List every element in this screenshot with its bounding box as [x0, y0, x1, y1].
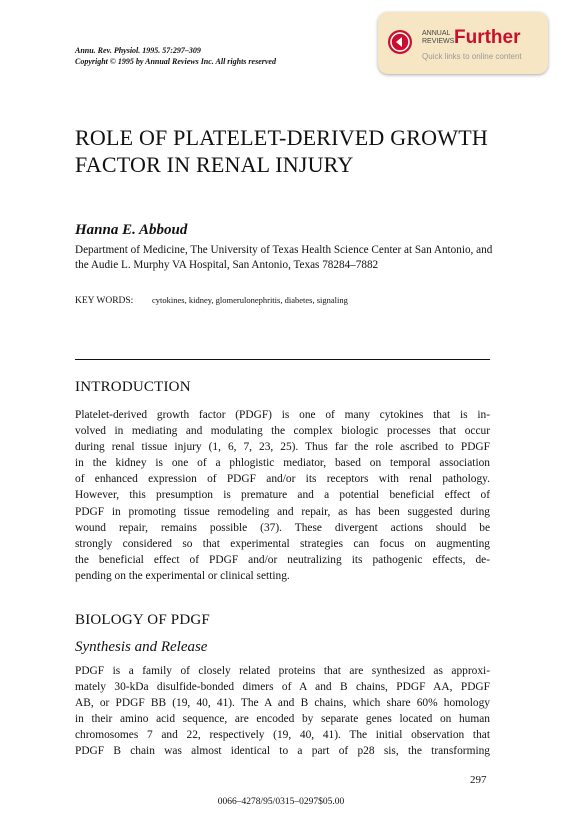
- synthesis-paragraph: [75, 663, 490, 760]
- author-affiliation: Department of Medicine, The University of Texas Health Science Center at San Antonio, and the Audie L. Murphy VA Hospital, San Antonio, Texas 78284–7882: [75, 244, 493, 271]
- text-line: pending on the experimental or clinical setting.: [75, 569, 290, 582]
- journal-citation: Annu. Rev. Physiol. 1995. 57:297–309: [75, 46, 201, 55]
- text-line: PDGF in promoting tissue remodeling and repair, as has been suggested during: [75, 505, 490, 518]
- text-line: in the kidney is one of a phlogistic mediator, based on temporal association: [75, 457, 490, 470]
- badge-further-label: Further: [454, 27, 521, 48]
- text-line: chromosomes 7 and 22, respectively (19, 40, 41). The initial observation that: [75, 729, 490, 742]
- badge-subtitle: Quick links to online content: [422, 52, 522, 61]
- text-line: of enhanced expression of PDGF and/or its receptors with renal pathology.: [75, 473, 490, 486]
- footer-code: 0066–4278/95/0315–0297$05.00: [217, 797, 345, 807]
- arrow-left-icon: [388, 30, 412, 54]
- page-number: 297: [470, 774, 487, 786]
- text-line: wound repair, remains possible (37). These divergent actions should be: [75, 521, 490, 534]
- keywords-row: [75, 295, 348, 306]
- journal-meta: [75, 45, 276, 67]
- text-line: mately 30-kDa disulfide-bonded dimers of A and B chains, PDGF AA, PDGF: [75, 681, 490, 694]
- text-line: PDGF B chain was almost identical to a part of p28 sis, the transforming: [75, 745, 490, 758]
- annual-reviews-further-badge[interactable]: [378, 12, 548, 74]
- text-line: Platelet-derived growth factor (PDGF) is one of many cytokines that is in-: [75, 409, 490, 421]
- section-divider: [75, 359, 490, 360]
- keywords-label: KEY WORDS:: [75, 296, 134, 306]
- introduction-heading: INTRODUCTION: [75, 379, 191, 395]
- keywords-list: cytokines, kidney, glomerulonephritis, diabetes, signaling: [152, 295, 348, 305]
- text-line: PDGF is a family of closely related proteins that are synthesized as approxi-: [75, 665, 490, 677]
- text-line: in their amino acid sequence, are encoded by separate genes located on human: [75, 713, 490, 726]
- text-line: AB, or PDGF BB (19, 40, 41). The A and B chains, which share 60% homology: [75, 697, 490, 710]
- text-line: volved in mediating and modulating the complex biologic processes that occur: [75, 425, 490, 438]
- copyright-notice: Copyright © 1995 by Annual Reviews Inc. All rights reserved: [75, 57, 276, 66]
- badge-reviews-label: REVIEWS: [422, 38, 455, 45]
- badge-brand: [422, 30, 454, 46]
- badge-annual-label: ANNUAL: [422, 30, 451, 37]
- text-line: However, this presumption is premature and a potential beneficial effect of: [75, 489, 490, 502]
- text-line: during renal tissue injury (1, 6, 7, 23, 25). Thus far the role ascribed to PDGF: [75, 441, 490, 454]
- biology-heading: BIOLOGY OF PDGF: [75, 612, 210, 628]
- synthesis-subheading: Synthesis and Release: [75, 639, 208, 655]
- text-line: the beneficial effect of PDGF and/or neutralizing its pathogenic effects, de-: [75, 553, 490, 566]
- introduction-paragraph: [75, 407, 490, 584]
- author-name: Hanna E. Abboud: [75, 222, 188, 238]
- text-line: strongly considered so that experimental strategies can focus on augmenting: [75, 537, 490, 550]
- article-title: ROLE OF PLATELET-DERIVED GROWTH FACTOR IN RENAL INJURY: [75, 125, 488, 177]
